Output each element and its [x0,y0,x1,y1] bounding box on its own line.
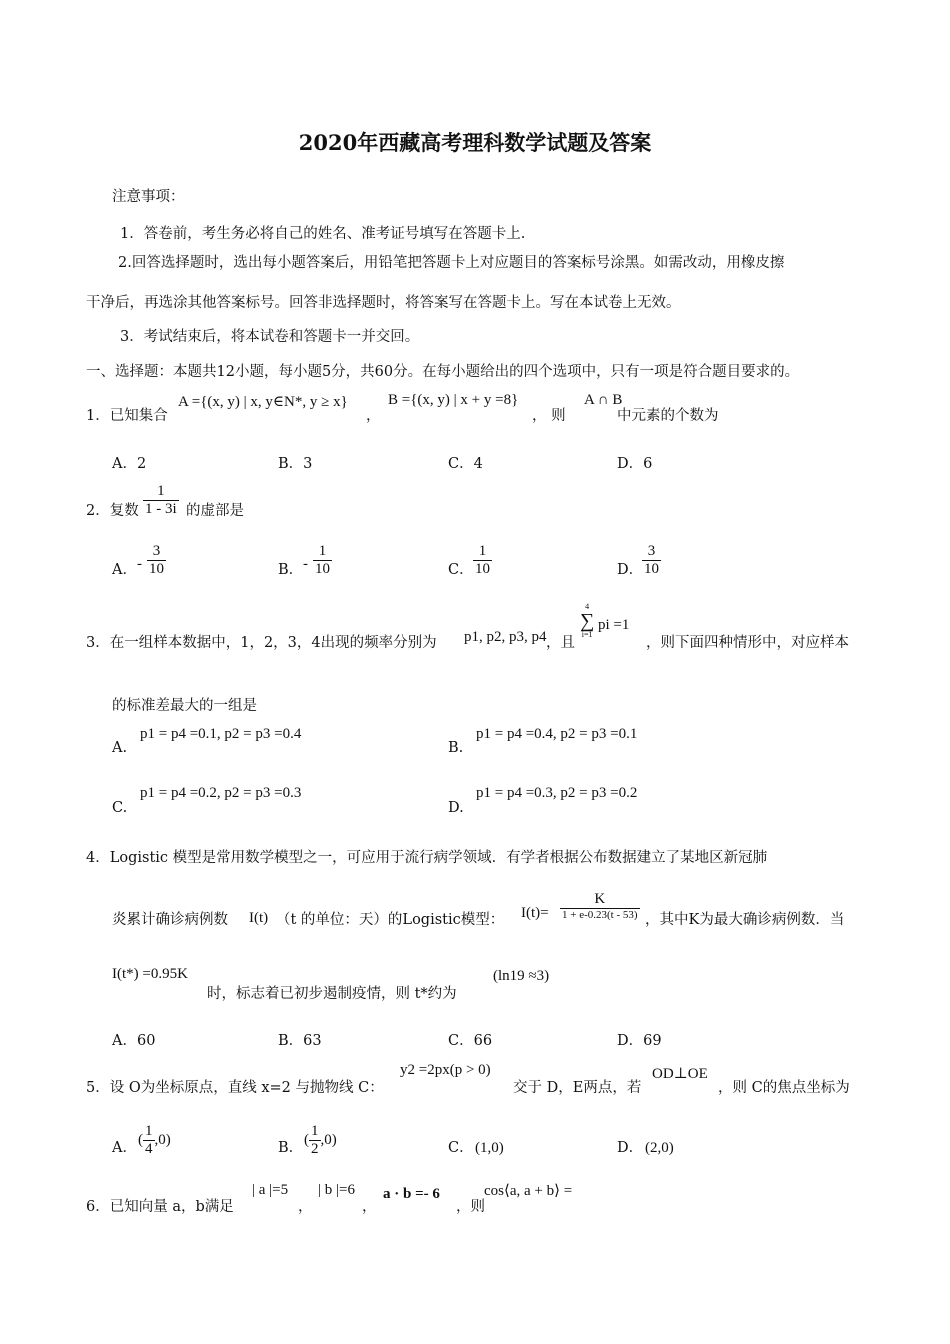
q3-suffix: ，则下面四种情形中，对应样本 [646,635,849,651]
q5-option-c-expr: (1,0) [475,1140,504,1156]
q4-model-num: K [594,891,606,907]
q5-option-d-expr: (2,0) [645,1140,674,1156]
q5-option-a-num: 1 [145,1123,153,1139]
q6-norm-a: | a |=5 [252,1182,289,1198]
q1-suffix: 中元素的个数为 [617,408,719,424]
q3-sum [580,603,594,639]
q5-mid: 交于 D，E两点，若 [513,1080,642,1096]
notice-item-3: 3．考试结束后，将本试卷和答题卡一并交回。 [120,329,420,345]
q2-numerator: 1 [157,483,165,499]
q6-comma-1: ， [298,1199,313,1215]
q2-option-b-num: 1 [318,543,327,559]
q3-option-d-label: D. [448,800,464,816]
q3-sum-top: 4 [585,602,590,611]
notice-heading: 注意事项： [112,189,185,205]
q5-parabola: y2 =2px(p > 0) [400,1062,491,1078]
q3-option-a-label: A. [112,740,128,756]
q6-comma-2: ， [362,1199,377,1215]
q2-option-c-den: 10 [475,561,490,578]
q1-comma: ， [366,408,381,424]
q4-condition: I(t*) =0.95K [112,966,188,982]
q4-option-d: D．69 [617,1033,662,1049]
q2-option-d-fraction [642,543,661,579]
q4-option-b: B．63 [278,1033,322,1049]
q4-line2b: （t 的单位：天）的Logistic模型： [276,912,505,928]
q5-option-a-open: ( [138,1132,143,1149]
q1-set-a: A ={(x, y) | x, y∈N*, y ≥ x} [178,394,348,410]
q2-option-c-num: 1 [478,543,487,559]
q5-option-b-open: ( [304,1132,309,1149]
q2-option-a-sign: - [137,556,142,572]
q3-probs: p1, p2, p3, p4 [464,629,547,645]
q2-suffix: 的虚部是 [186,503,244,519]
notice-item-2b: 干净后，再选涂其他答案标号。回答非选择题时，将答案写在答题卡上。写在本试卷上无效。 [86,295,681,311]
q2-option-b-label: B． [278,562,304,578]
q1-option-b: B．3 [278,456,313,472]
q5-option-a-den: 4 [145,1141,153,1158]
q2-denominator: 1 - 3i [145,501,177,518]
q1-then: ， 则 [532,408,566,424]
q4-it: I(t) [249,910,269,926]
q5-option-b-num: 1 [311,1123,319,1139]
q5-option-b-close: ) [331,1132,337,1149]
q5-option-b-label: B． [278,1140,304,1156]
q1-option-d: D．6 [617,456,653,472]
q3-mid: ，且 [546,635,575,651]
q5-suffix: ，则 C的焦点坐标为 [718,1080,850,1096]
q2-fraction [143,483,179,519]
q3-option-b-expr: p1 = p4 =0.4, p2 = p3 =0.1 [476,726,638,742]
q3-sum-bottom: i=1 [581,630,593,639]
q2-option-b-den: 10 [315,561,330,578]
q1-prefix: 1．已知集合 [86,408,168,424]
q3-option-c-label: C. [112,800,128,816]
q2-prefix: 2．复数 [86,503,139,519]
section-heading: 一、选择题：本题共12小题，每小题5分，共60分。在每小题给出的四个选项中，只有一项是符合题目要求的。 [86,364,800,380]
q6-then: ，则 [456,1199,485,1215]
q3-option-a-expr: p1 = p4 =0.1, p2 = p3 =0.4 [140,726,302,742]
q6-prefix: 6．已知向量 a，b满足 [86,1199,234,1215]
q2-option-d-den: 10 [644,561,659,578]
q2-option-a-label: A． [112,562,137,578]
q2-option-c-fraction [473,543,492,579]
q6-dot-product: a · b =- 6 [383,1186,440,1202]
q3-option-d-expr: p1 = p4 =0.3, p2 = p3 =0.2 [476,785,638,801]
q1-option-c: C．4 [448,456,483,472]
q4-line3a: 时，标志着已初步遏制疫情，则 t*约为 [207,986,457,1002]
q6-cosine: cos⟨a, a + b⟩ = [484,1183,573,1199]
q4-model-fraction [560,891,640,922]
q5-perp: OD⊥OE [652,1066,708,1082]
q6-norm-b: | b |=6 [318,1182,355,1198]
q2-option-a-den: 10 [149,561,164,578]
q5-option-b-fraction [309,1123,321,1159]
q4-line2a: 炎累计确诊病例数 [112,912,228,928]
q3-prefix: 3．在一组样本数据中，1，2，3，4出现的频率分别为 [86,635,437,651]
q3-line2: 的标准差最大的一组是 [112,698,257,714]
q5-option-a-label: A． [112,1140,137,1156]
q5-option-c-label: C． [448,1140,474,1156]
q3-option-b-label: B. [448,740,464,756]
q5-option-a-fraction [143,1123,155,1159]
q4-option-c: C．66 [448,1033,493,1049]
q1-option-a: A．2 [112,456,147,472]
q4-line2c: ，其中K为最大确诊病例数．当 [645,912,845,928]
q5-option-b-rest: ,0 [320,1132,332,1149]
q1-intersection: A ∩ B [584,392,623,408]
page-title: 2020年西藏高考理科数学试题及答案 [298,130,652,155]
q2-option-d-num: 3 [647,543,656,559]
q2-option-a-fraction [147,543,166,579]
q5-option-b-expr [304,1123,337,1159]
q5-option-a-close: ) [165,1132,171,1149]
q4-model-lhs: I(t)= [521,905,549,921]
q5-option-d-label: D． [617,1140,644,1156]
q5-option-a-expr [138,1123,171,1159]
q2-option-b-fraction [313,543,332,579]
q2-option-c-label: C． [448,562,474,578]
q2-option-b-sign: - [303,556,308,572]
q2-option-a-num: 3 [152,543,161,559]
q1-set-b: B ={(x, y) | x + y =8} [388,392,519,408]
q5-option-a-rest: ,0 [154,1132,166,1149]
q4-line1: 4．Logistic 模型是常用数学模型之一，可应用于流行病学领域．有学者根据公布数据建立了某地区新冠肺 [86,850,768,866]
q2-option-d-label: D． [617,562,644,578]
q4-ln: (ln19 ≈3) [493,968,550,984]
notice-item-1: 1．答卷前，考生务必将自己的姓名、准考证号填写在答题卡上. [120,226,526,242]
q4-model-den: 1 + e-0.23(t - 53) [562,909,638,922]
sigma-icon: ∑ [580,610,595,632]
q3-sum-expr: pi =1 [598,617,630,633]
q3-option-c-expr: p1 = p4 =0.2, p2 = p3 =0.3 [140,785,302,801]
notice-item-2a: 2.回答选择题时，选出每小题答案后，用铅笔把答题卡上对应题目的答案标号涂黑。如需改动，用橡皮擦 [118,255,785,271]
q4-option-a: A．60 [112,1033,156,1049]
q5-prefix: 5．设 O为坐标原点，直线 x=2 与抛物线 C： [86,1080,384,1096]
q5-option-b-den: 2 [311,1141,319,1158]
